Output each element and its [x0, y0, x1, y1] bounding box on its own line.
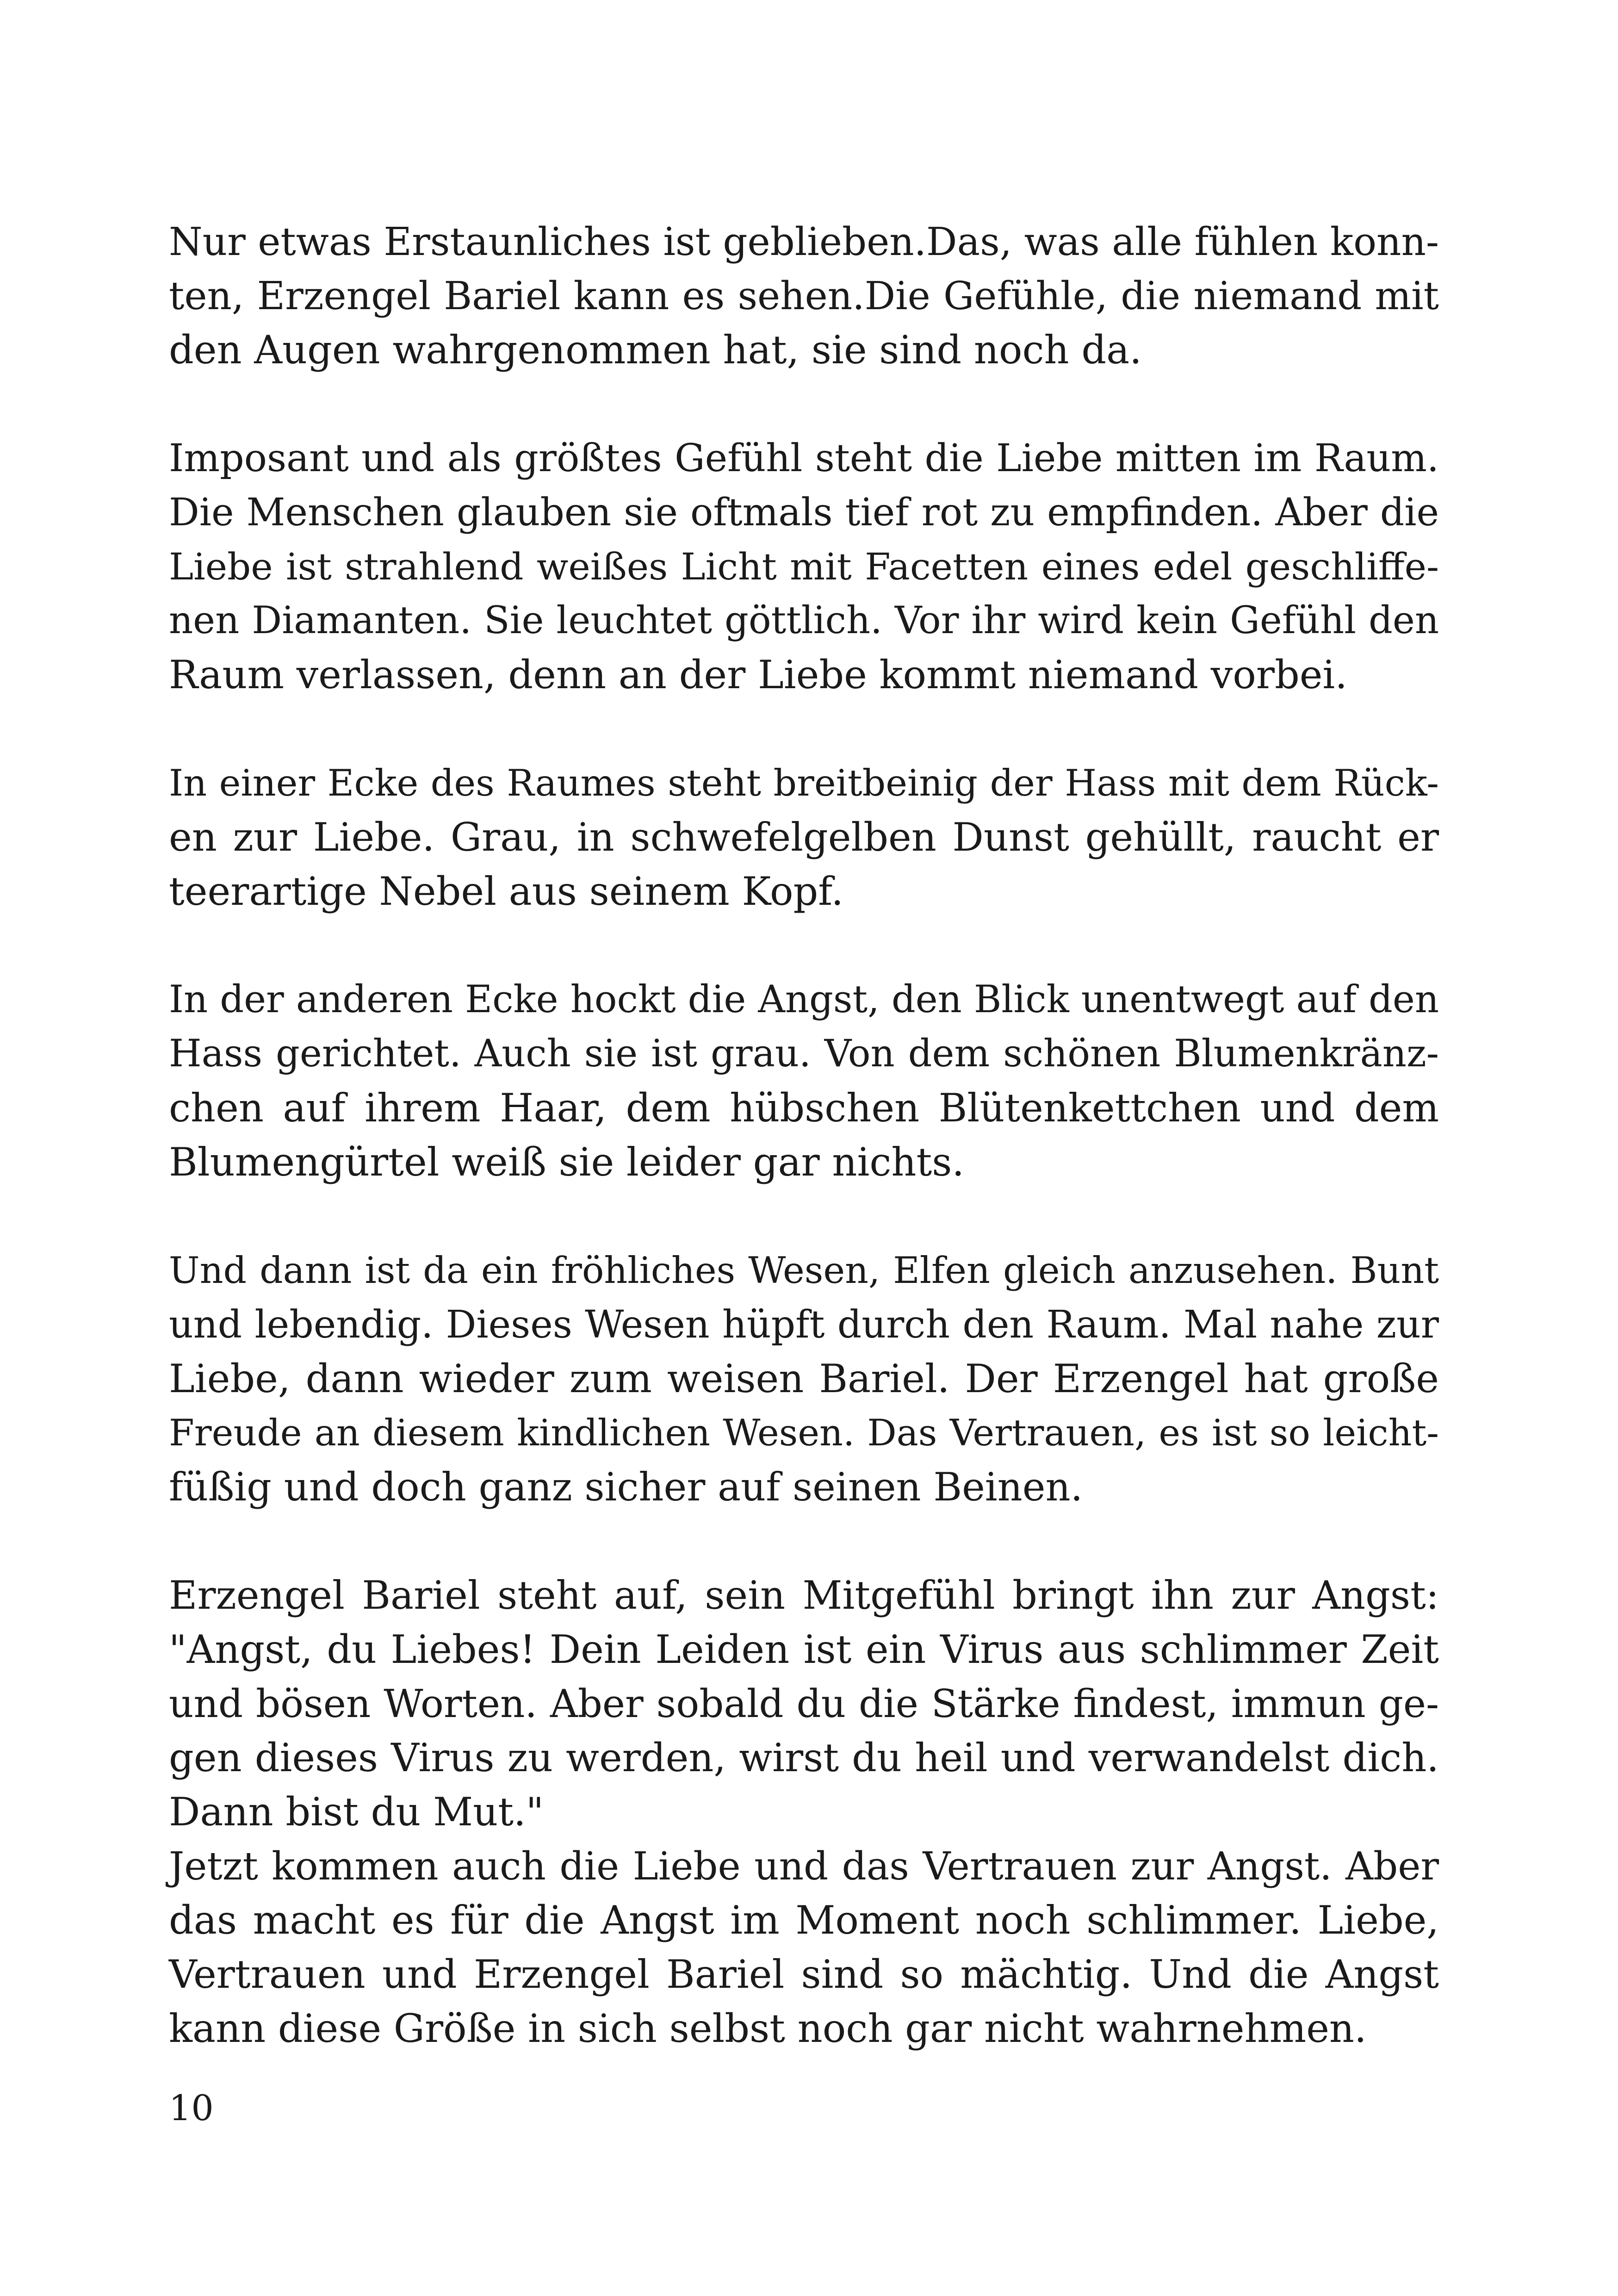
- text-line: kann diese Größe in sich selbst noch gar nicht wahrnehmen.: [169, 2006, 1367, 2051]
- text-line: den Augen wahrgenommen hat, sie sind noch da.: [169, 327, 1142, 373]
- paragraph: [169, 1244, 1439, 1514]
- text-line: Die Menschen glauben sie oftmals tief rot zu empfinden. Aber die: [169, 491, 1439, 535]
- text-line: Und dann ist da ein fröhliches Wesen, Elfen gleich anzusehen. Bunt: [169, 1249, 1439, 1292]
- text-line: Nur etwas Erstaunliches ist geblieben.Das, was alle fühlen konn-: [169, 219, 1439, 264]
- text-line: Jetzt kommen auch die Liebe und das Vertrauen zur Angst. Aber: [169, 1844, 1439, 1889]
- paragraph: [169, 215, 1439, 377]
- paragraph: [169, 1568, 1439, 2056]
- text-line: füßig und doch ganz sicher auf seinen Beinen.: [169, 1464, 1083, 1510]
- text-line: das macht es für die Angst im Moment noch schlimmer. Liebe,: [169, 1898, 1439, 1943]
- paragraph: [169, 431, 1439, 702]
- text-line: nen Diamanten. Sie leuchtet göttlich. Vor ihr wird kein Gefühl den: [169, 599, 1439, 642]
- text-line: In der anderen Ecke hockt die Angst, den Blick unentwegt auf den: [169, 978, 1439, 1021]
- text-line: Vertrauen und Erzengel Bariel sind so mächtig. Und die Angst: [169, 1952, 1439, 1997]
- text-line: teerartige Nebel aus seinem Kopf.: [169, 869, 844, 914]
- text-line: und lebendig. Dieses Wesen hüpft durch den Raum. Mal nahe zur: [169, 1303, 1439, 1347]
- text-line: Hass gerichtet. Auch sie ist grau. Von dem schönen Blumenkränz-: [169, 1032, 1439, 1076]
- text-line: In einer Ecke des Raumes steht breitbeinig der Hass mit dem Rück-: [169, 762, 1439, 804]
- text-line: "Angst, du Liebes! Dein Leiden ist ein Virus aus schlimmer Zeit: [169, 1627, 1439, 1672]
- text-line: Erzengel Bariel steht auf, sein Mitgefühl bringt ihn zur Angst:: [169, 1573, 1439, 1618]
- text-line: Freude an diesem kindlichen Wesen. Das Vertrauen, es ist so leicht-: [169, 1412, 1439, 1454]
- text-line: Dann bist du Mut.": [169, 1789, 544, 1835]
- body-text: [169, 215, 1439, 2056]
- text-line: ten, Erzengel Bariel kann es sehen.Die Gefühle, die niemand mit: [169, 274, 1439, 318]
- text-line: gen dieses Virus zu werden, wirst du heil und verwandelst dich.: [169, 1735, 1439, 1780]
- text-line: und bösen Worten. Aber sobald du die Stärke findest, immun ge-: [169, 1681, 1439, 1726]
- text-line: Liebe ist strahlend weißes Licht mit Facetten eines edel geschliffe-: [169, 545, 1439, 588]
- page-number: 10: [169, 2087, 214, 2128]
- text-line: chen auf ihrem Haar, dem hübschen Blütenkettchen und dem: [169, 1085, 1439, 1131]
- paragraph: [169, 973, 1439, 1189]
- text-line: Blumengürtel weiß sie leider gar nichts.: [169, 1139, 965, 1185]
- text-line: Raum verlassen, denn an der Liebe kommt niemand vorbei.: [169, 652, 1347, 697]
- paragraph: [169, 756, 1439, 919]
- text-line: en zur Liebe. Grau, in schwefelgelben Dunst gehüllt, raucht er: [169, 815, 1439, 860]
- text-line: Imposant und als größtes Gefühl steht die Liebe mitten im Raum.: [169, 436, 1439, 480]
- text-line: Liebe, dann wieder zum weisen Bariel. Der Erzengel hat große: [169, 1356, 1439, 1401]
